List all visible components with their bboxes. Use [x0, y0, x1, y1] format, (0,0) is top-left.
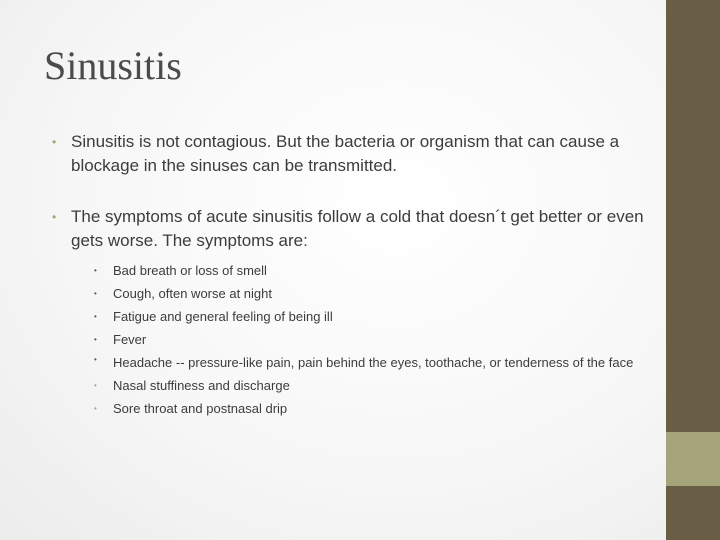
symptom-text: Cough, often worse at night	[113, 286, 272, 301]
symptom-item	[94, 374, 654, 397]
sub-bullet-marker: •	[94, 266, 97, 275]
sub-bullet-marker: •	[94, 335, 97, 344]
symptom-text: Headache -- pressure-like pain, pain behind the eyes, toothache, or tenderness of the face	[113, 355, 634, 370]
symptom-item	[94, 259, 654, 282]
sub-bullet-marker: •	[94, 404, 97, 413]
sub-bullet-marker: •	[94, 312, 97, 321]
slide-body	[52, 130, 652, 420]
symptom-text: Fatigue and general feeling of being ill	[113, 309, 333, 324]
slide-title: Sinusitis	[44, 43, 182, 88]
sidebar-accent-block	[666, 432, 720, 486]
bullet-marker: •	[52, 210, 57, 224]
sub-bullet-marker: •	[94, 355, 97, 364]
symptom-text: Nasal stuffiness and discharge	[113, 378, 290, 393]
symptom-text: Sore throat and postnasal drip	[113, 401, 288, 416]
sub-bullet-marker: •	[94, 381, 97, 390]
bullet-text: Sinusitis is not contagious. But the bacteria or organism that can cause a blockage in the sinuses can be transmitted.	[71, 132, 620, 175]
symptom-list	[71, 259, 654, 420]
bullet-contagion	[52, 130, 652, 178]
symptom-item	[94, 397, 654, 420]
symptom-item	[94, 328, 654, 351]
symptom-text: Bad breath or loss of smell	[113, 263, 267, 278]
bullet-text: The symptoms of acute sinusitis follow a cold that doesn´t get better or even gets worse. The symptoms are:	[71, 207, 644, 250]
bullet-marker: •	[52, 135, 57, 149]
bullet-symptoms	[52, 205, 652, 420]
sub-bullet-marker: •	[94, 289, 97, 298]
symptom-text: Fever	[113, 332, 147, 347]
symptom-item	[94, 351, 654, 374]
symptom-item	[94, 305, 654, 328]
symptom-item	[94, 282, 654, 305]
